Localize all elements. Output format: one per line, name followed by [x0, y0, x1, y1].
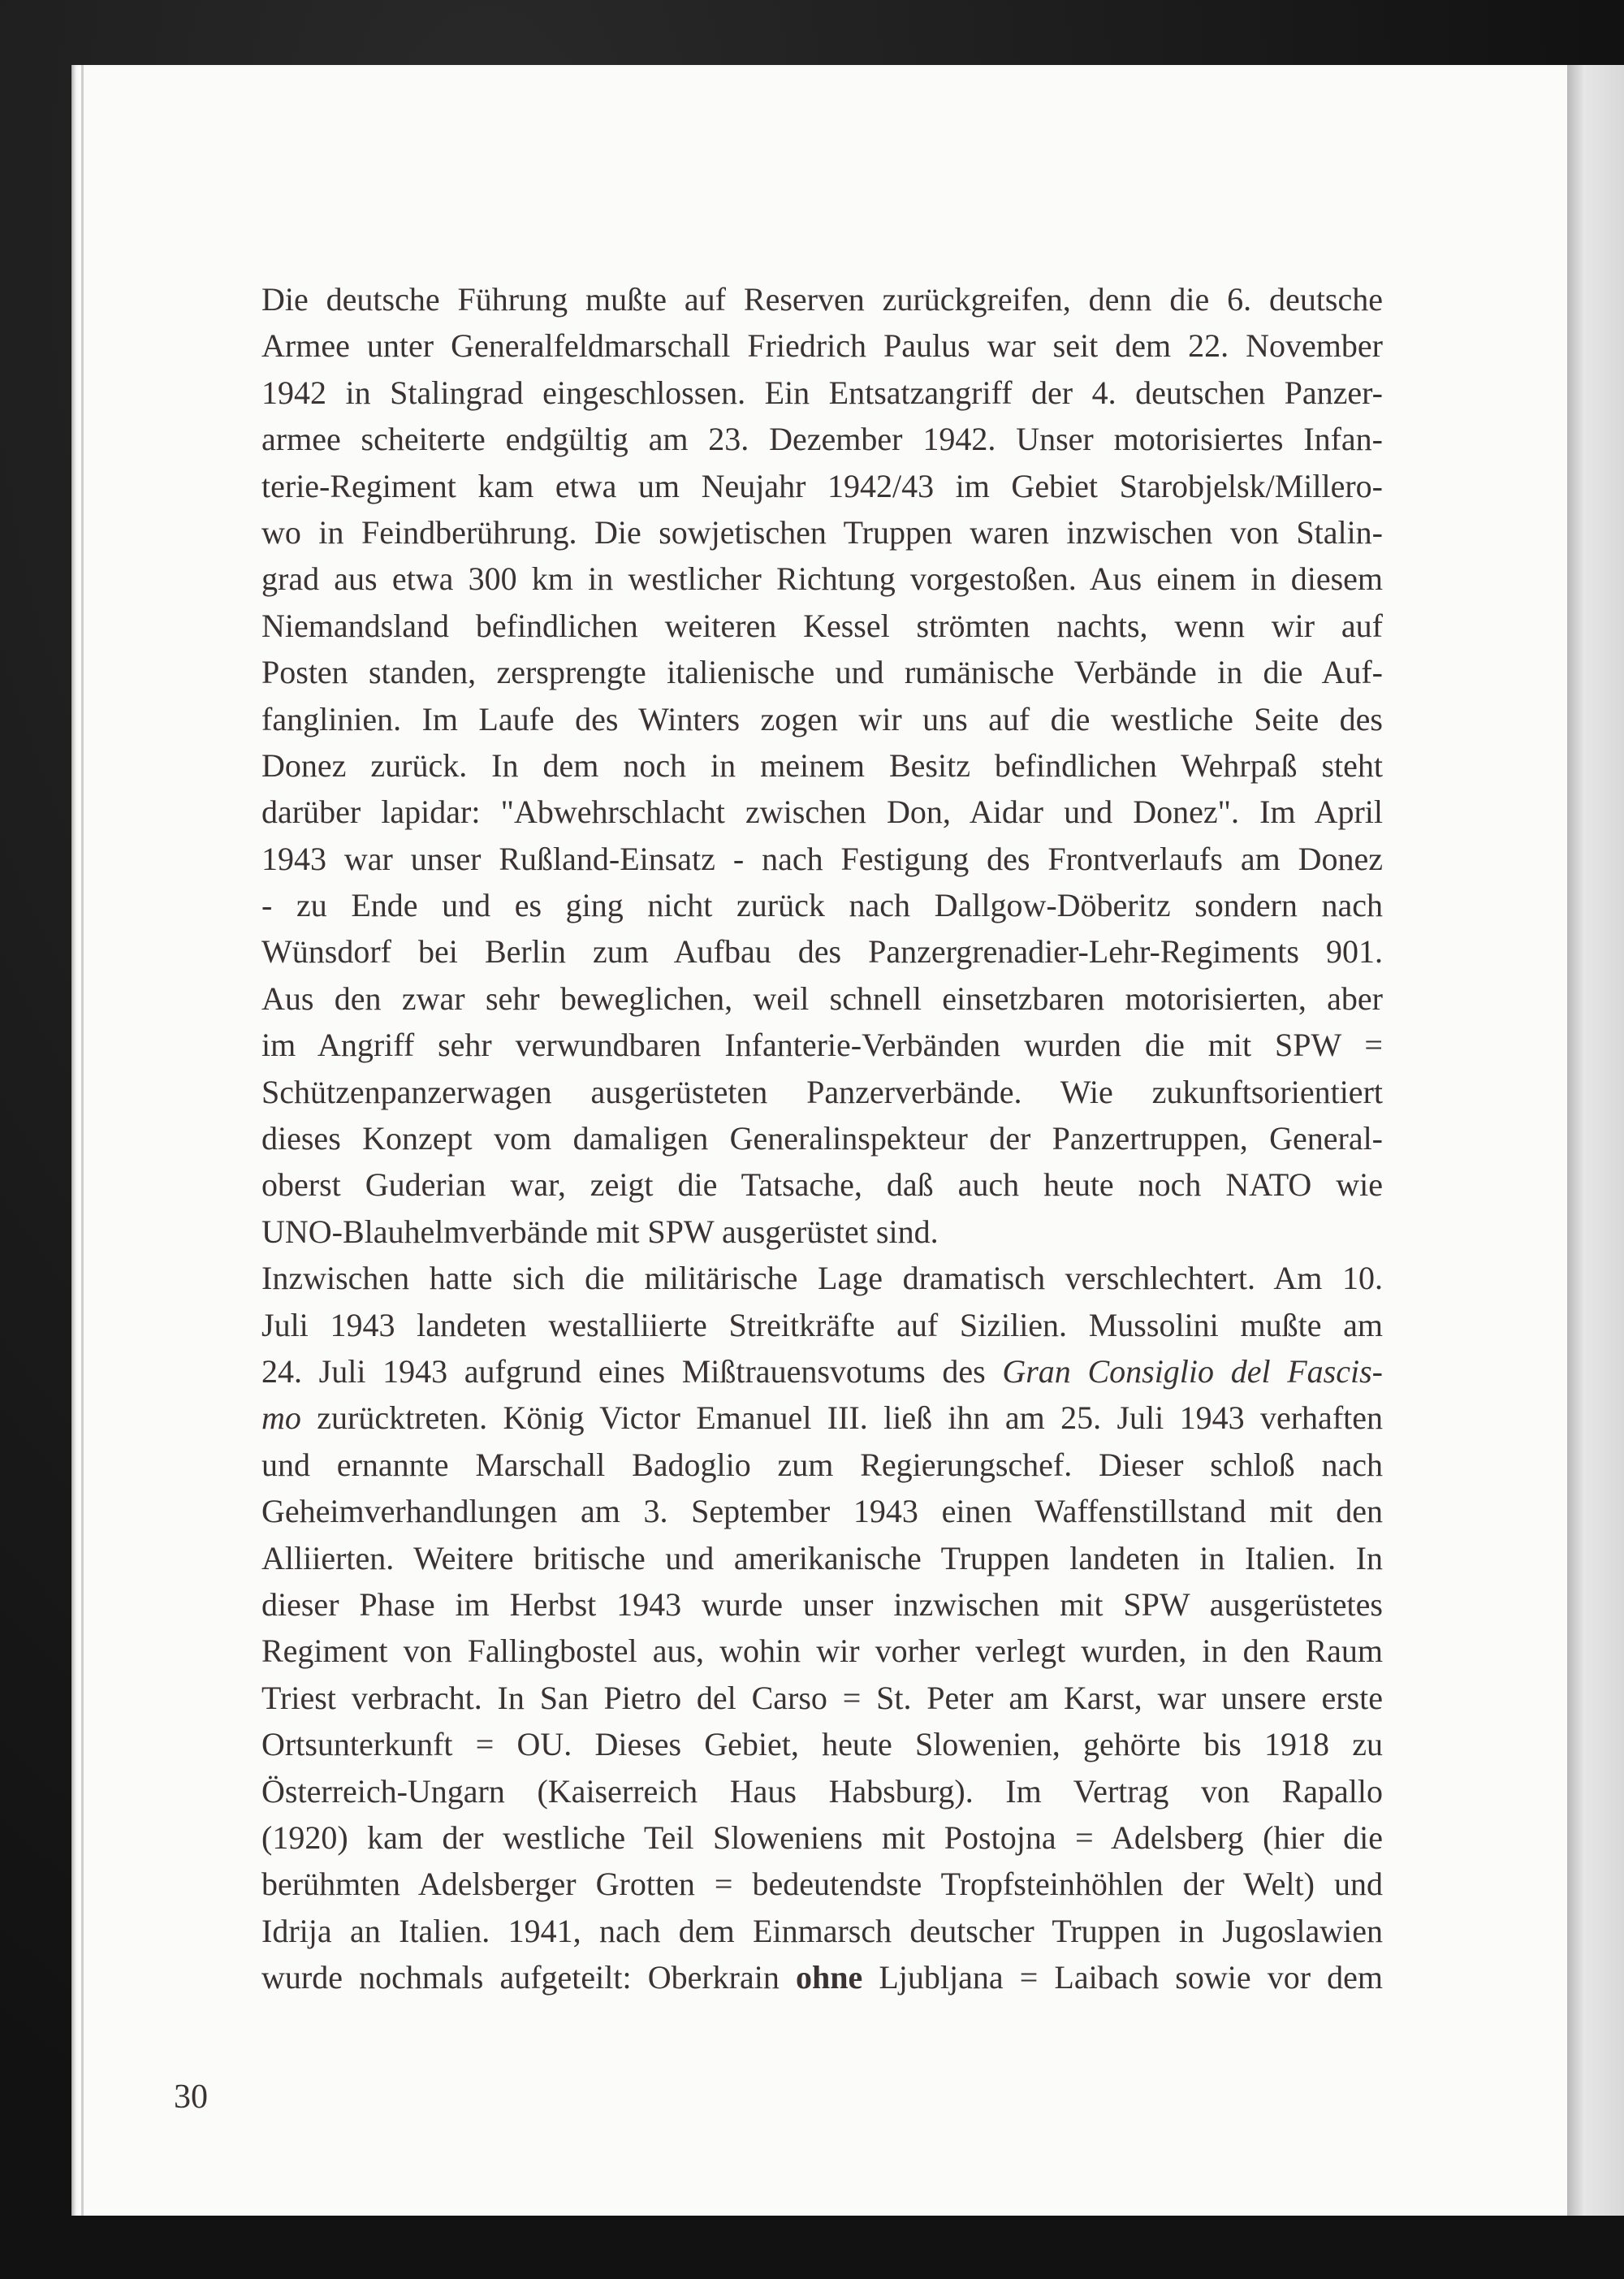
- text-line: [261, 322, 1383, 369]
- text-line: [261, 1861, 1383, 1907]
- text-line: [261, 928, 1383, 975]
- text-line: [261, 463, 1383, 509]
- text-segment: wo in Feindberührung. Die sowjetischen Truppen waren inzwischen von Stalin-: [261, 513, 1383, 551]
- text-line: [261, 556, 1383, 602]
- adjacent-page-edge: [1567, 65, 1624, 2216]
- text-segment: Inzwischen hatte sich die militärische Lage dramatisch verschlechtert. Am 10.: [261, 1260, 1383, 1297]
- text-segment: fanglinien. Im Laufe des Winters zogen wir uns auf die westliche Seite des: [261, 700, 1383, 737]
- text-segment: Idrija an Italien. 1941, nach dem Einmarsch deutscher Truppen in Jugoslawien: [261, 1912, 1383, 1949]
- text-line: [261, 1908, 1383, 1954]
- text-line: [261, 1768, 1383, 1814]
- text-line: [261, 1161, 1383, 1208]
- text-segment: Wünsdorf bei Berlin zum Aufbau des Panzergrenadier-Lehr-Regiments 901.: [261, 933, 1383, 971]
- text-line: [261, 1721, 1383, 1767]
- text-segment: (1920) kam der westliche Teil Sloweniens mit Postojna = Adelsberg (hier die: [261, 1818, 1383, 1856]
- text-segment: Aus den zwar sehr beweglichen, weil schnell einsetzbaren motorisierten, aber: [261, 979, 1383, 1017]
- text-line: [261, 416, 1383, 462]
- text-line: [261, 836, 1383, 882]
- text-segment: und ernannte Marschall Badoglio zum Regierungschef. Dieser schloß nach: [261, 1446, 1383, 1483]
- text-line: [261, 1488, 1383, 1534]
- text-segment: Niemandsland befindlichen weiteren Kessel strömten nachts, wenn wir auf: [261, 607, 1383, 644]
- text-line: [261, 882, 1383, 928]
- text-segment: wurde nochmals aufgeteilt: Oberkrain: [261, 1959, 796, 1996]
- text-line: [261, 1115, 1383, 1161]
- text-segment: - zu Ende und es ging nicht zurück nach Dallgow-Döberitz sondern nach: [261, 887, 1383, 924]
- text-line: [261, 1302, 1383, 1348]
- text-line: [261, 1814, 1383, 1861]
- text-line: [261, 1628, 1383, 1674]
- text-segment: Triest verbracht. In San Pietro del Carso = St. Peter am Karst, war unsere erste: [261, 1679, 1383, 1716]
- text-line: [261, 1395, 1383, 1441]
- text-segment: Ljubljana = Laibach sowie vor dem: [862, 1959, 1384, 1996]
- page-edge: [81, 65, 84, 2216]
- text-segment: 24. Juli 1943 aufgrund eines Mißtrauensvotums des: [261, 1352, 1003, 1390]
- text-line: [261, 1581, 1383, 1628]
- text-segment: Alliierten. Weitere britische und amerikanische Truppen landeten in Italien. In: [261, 1539, 1383, 1576]
- text-segment: Juli 1943 landeten westalliierte Streitkräfte auf Sizilien. Mussolini mußte am: [261, 1306, 1383, 1343]
- text-segment: Schützenpanzerwagen ausgerüsteten Panzerverbände. Wie zukunftsorientiert: [261, 1073, 1383, 1110]
- text-segment: 1943 war unser Rußland-Einsatz - nach Festigung des Frontverlaufs am Donez: [261, 840, 1383, 877]
- text-line: [261, 742, 1383, 789]
- text-line: [261, 1954, 1383, 2000]
- text-segment: grad aus etwa 300 km in westlicher Richtung vorgestoßen. Aus einem in diesem: [261, 560, 1383, 598]
- text-line: [261, 1069, 1383, 1115]
- body-text: [261, 276, 1383, 2000]
- italic-text: Gran Consiglio del Fascis-: [1002, 1352, 1383, 1390]
- text-segment: Regiment von Fallingbostel aus, wohin wir vorher verlegt wurden, in den Raum: [261, 1632, 1383, 1670]
- text-segment: zurücktreten. König Victor Emanuel III. ließ ihn am 25. Juli 1943 verhaften: [300, 1399, 1383, 1437]
- text-segment: Österreich-Ungarn (Kaiserreich Haus Habsburg). Im Vertrag von Rapallo: [261, 1772, 1383, 1810]
- text-segment: terie-Regiment kam etwa um Neujahr 1942/43 im Gebiet Starobjelsk/Millero-: [261, 467, 1383, 504]
- text-segment: berühmten Adelsberger Grotten = bedeutendste Tropfsteinhöhlen der Welt) und: [261, 1866, 1383, 1903]
- text-segment: dieser Phase im Herbst 1943 wurde unser inzwischen mit SPW ausgerüstetes: [261, 1585, 1383, 1623]
- text-line: [261, 1535, 1383, 1581]
- text-line: [261, 649, 1383, 695]
- text-segment: Geheimverhandlungen am 3. September 1943 einen Waffenstillstand mit den: [261, 1493, 1383, 1530]
- text-segment: Donez zurück. In dem noch in meinem Besitz befindlichen Wehrpaß steht: [261, 746, 1383, 784]
- text-line: [261, 1022, 1383, 1068]
- text-line: [261, 696, 1383, 742]
- text-line: [261, 370, 1383, 416]
- text-segment: dieses Konzept vom damaligen Generalinspekteur der Panzertruppen, General-: [261, 1120, 1383, 1157]
- text-line: [261, 276, 1383, 322]
- text-segment: darüber lapidar: "Abwehrschlacht zwischen Don, Aidar und Donez". Im April: [261, 794, 1383, 831]
- text-line: [261, 1209, 1383, 1255]
- text-segment: oberst Guderian war, zeigt die Tatsache, daß auch heute noch NATO wie: [261, 1166, 1383, 1204]
- italic-text: mo: [261, 1399, 301, 1437]
- text-line: [261, 603, 1383, 649]
- text-segment: armee scheiterte endgültig am 23. Dezember 1942. Unser motorisiertes Infan-: [261, 421, 1383, 458]
- text-segment: Armee unter Generalfeldmarschall Friedrich Paulus war seit dem 22. November: [261, 327, 1383, 365]
- page-number: 30: [174, 2078, 208, 2116]
- text-line: [261, 975, 1383, 1022]
- text-line: [261, 1675, 1383, 1721]
- text-segment: Posten standen, zersprengte italienische und rumänische Verbände in die Auf-: [261, 654, 1383, 691]
- text-segment: Ortsunterkunft = OU. Dieses Gebiet, heute Slowenien, gehörte bis 1918 zu: [261, 1726, 1383, 1763]
- text-segment: 1942 in Stalingrad eingeschlossen. Ein Entsatzangriff der 4. deutschen Panzer-: [261, 374, 1383, 411]
- text-line: [261, 1442, 1383, 1488]
- bold-text: ohne: [795, 1959, 863, 1996]
- text-line: [261, 1255, 1383, 1301]
- text-line: [261, 1348, 1383, 1395]
- text-line: [261, 509, 1383, 556]
- text-segment: Die deutsche Führung mußte auf Reserven zurückgreifen, denn die 6. deutsche: [261, 281, 1383, 318]
- text-segment: im Angriff sehr verwundbaren Infanterie-Verbänden wurden die mit SPW =: [261, 1027, 1383, 1064]
- text-segment: UNO-Blauhelmverbände mit SPW ausgerüstet sind.: [261, 1213, 939, 1250]
- text-line: [261, 789, 1383, 835]
